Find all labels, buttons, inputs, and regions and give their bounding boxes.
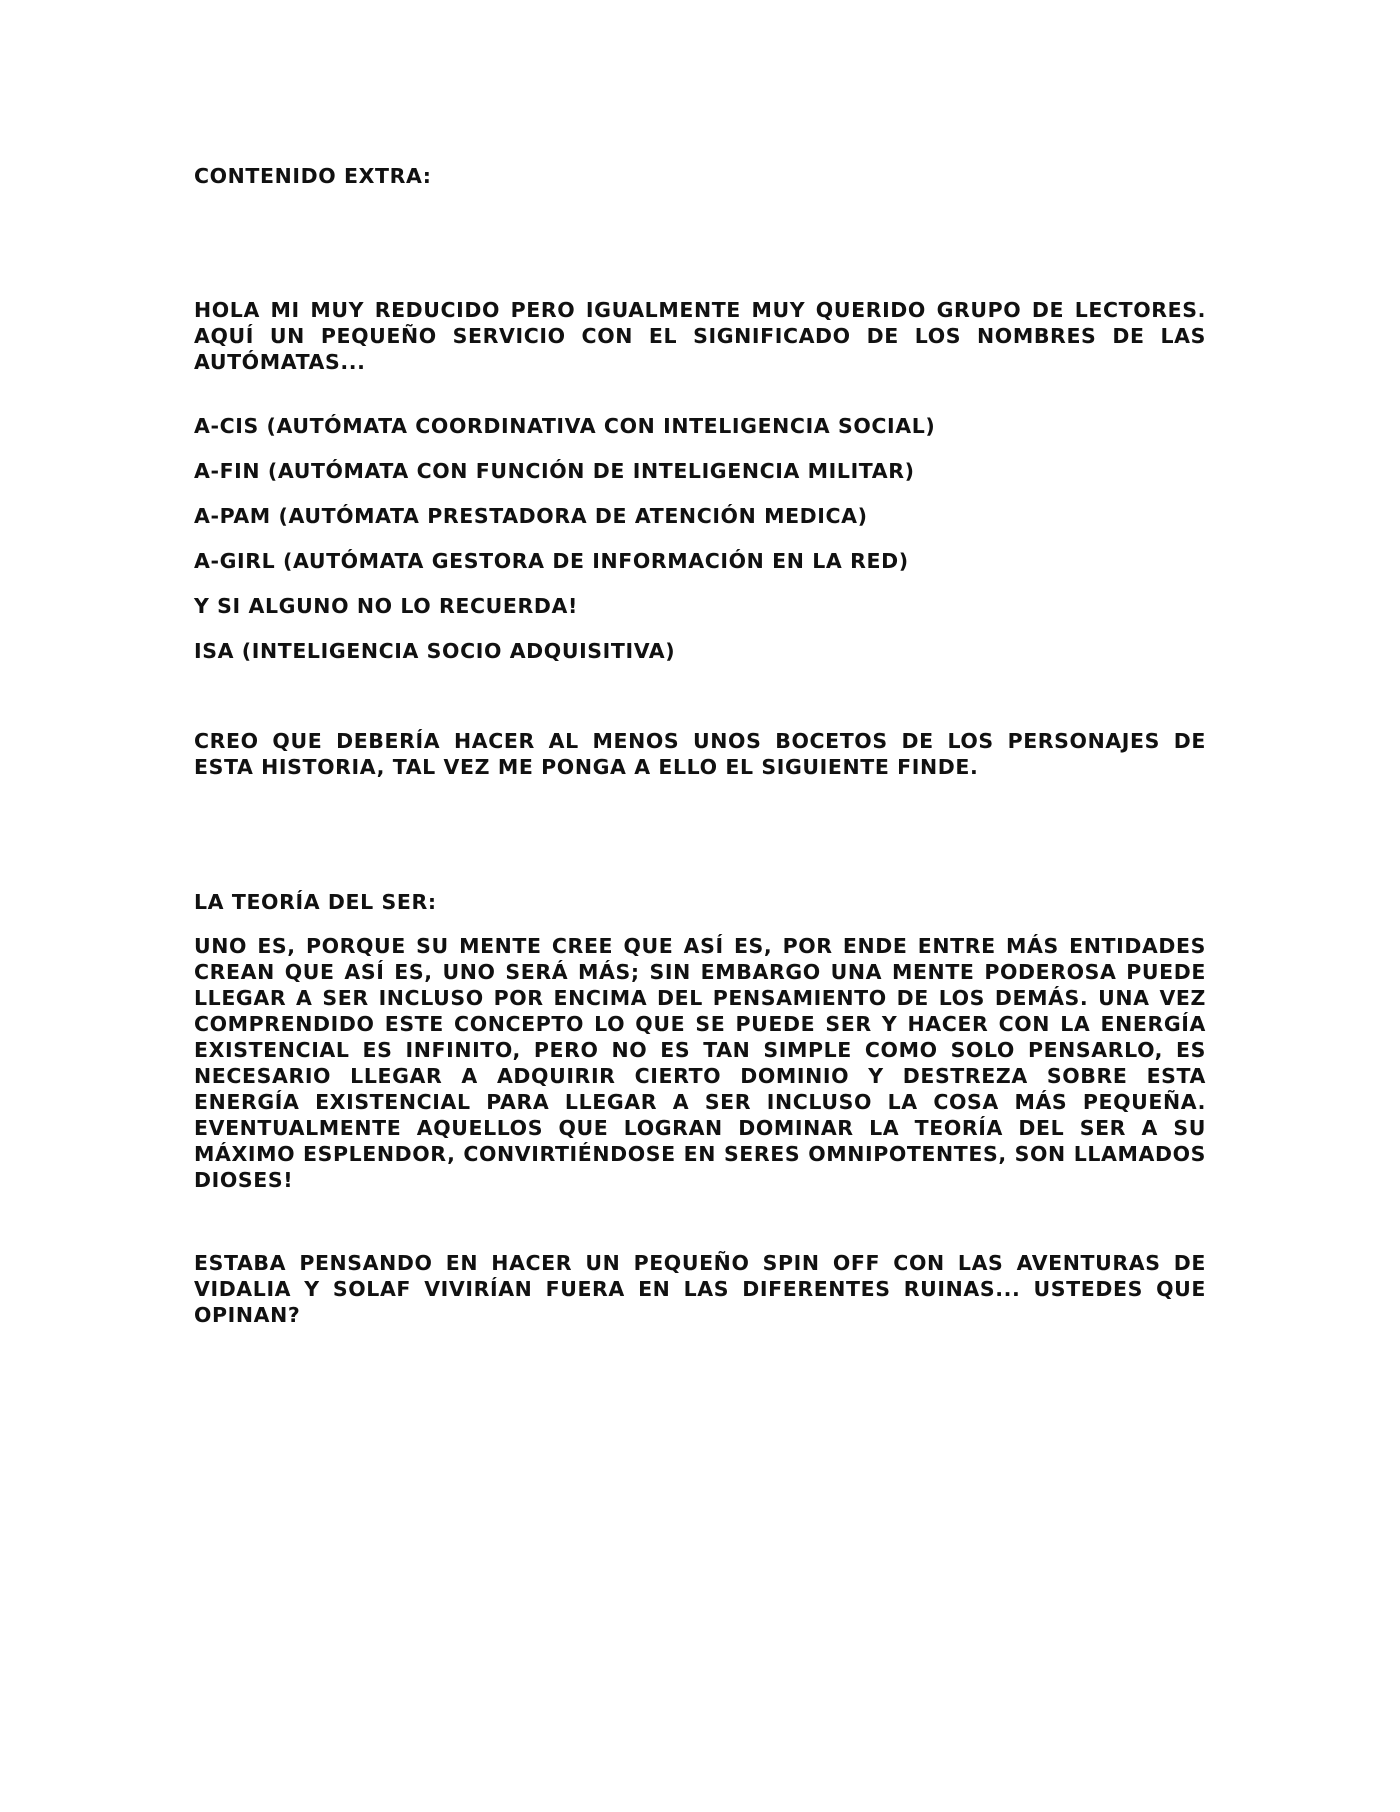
reminder-line: Y SI ALGUNO NO LO RECUERDA! [194, 594, 578, 618]
theory-paragraph: UNO ES, PORQUE SU MENTE CREE QUE ASÍ ES, POR ENDE ENTRE MÁS ENTIDADES CREAN QUE ASÍ ES, UNO SERÁ MÁS; SIN EMBARGO UNA MENTE PODEROSA PUEDE LLEGAR A SER INCLUSO POR ENCIMA DEL PENSAMIENTO DE LOS DEMÁS. UNA VEZ COMPRENDIDO ESTE CONCEPTO LO QUE SE PUEDE SER Y HACER CON LA ENERGÍA EXISTENCIAL ES INFINITO, PERO NO ES TAN SIMPLE COMO SOLO PENSARLO, ES NECESARIO LLEGAR A ADQUIRIR CIERTO DOMINIO Y DESTREZA SOBRE ESTA ENERGÍA EXISTENCIAL PARA LLEGAR A SER INCLUSO LA COSA MÁS PEQUEÑA. EVENTUALMENTE AQUELLOS QUE LOGRAN DOMINAR LA TEORÍA DEL SER A SU MÁXIMO ESPLENDOR, CONVIRTIÉNDOSE EN SERES OMNIPOTENTES, SON LLAMADOS DIOSES! [194, 934, 1206, 1192]
name-item-isa: ISA (INTELIGENCIA SOCIO ADQUISITIVA) [194, 639, 676, 663]
sketches-paragraph: CREO QUE DEBERÍA HACER AL MENOS UNOS BOCETOS DE LOS PERSONAJES DE ESTA HISTORIA, TAL VEZ ME PONGA A ELLO EL SIGUIENTE FINDE. [194, 729, 1206, 779]
name-item-agirl: A-GIRL (AUTÓMATA GESTORA DE INFORMACIÓN EN LA RED) [194, 549, 909, 573]
name-item-acis: A-CIS (AUTÓMATA COORDINATIVA CON INTELIGENCIA SOCIAL) [194, 414, 936, 438]
name-item-apam: A-PAM (AUTÓMATA PRESTADORA DE ATENCIÓN MEDICA) [194, 504, 868, 528]
extra-content-heading: CONTENIDO EXTRA: [194, 164, 432, 188]
spinoff-paragraph: ESTABA PENSANDO EN HACER UN PEQUEÑO SPIN OFF CON LAS AVENTURAS DE VIDALIA Y SOLAF VIVIRÍAN FUERA EN LAS DIFERENTES RUINAS... USTEDES QUE OPINAN? [194, 1251, 1206, 1327]
theory-title: LA TEORÍA DEL SER: [194, 890, 437, 914]
intro-paragraph: HOLA MI MUY REDUCIDO PERO IGUALMENTE MUY QUERIDO GRUPO DE LECTORES. AQUÍ UN PEQUEÑO SERVICIO CON EL SIGNIFICADO DE LOS NOMBRES DE LAS AUTÓMATAS... [194, 298, 1206, 374]
name-item-afin: A-FIN (AUTÓMATA CON FUNCIÓN DE INTELIGENCIA MILITAR) [194, 459, 915, 483]
